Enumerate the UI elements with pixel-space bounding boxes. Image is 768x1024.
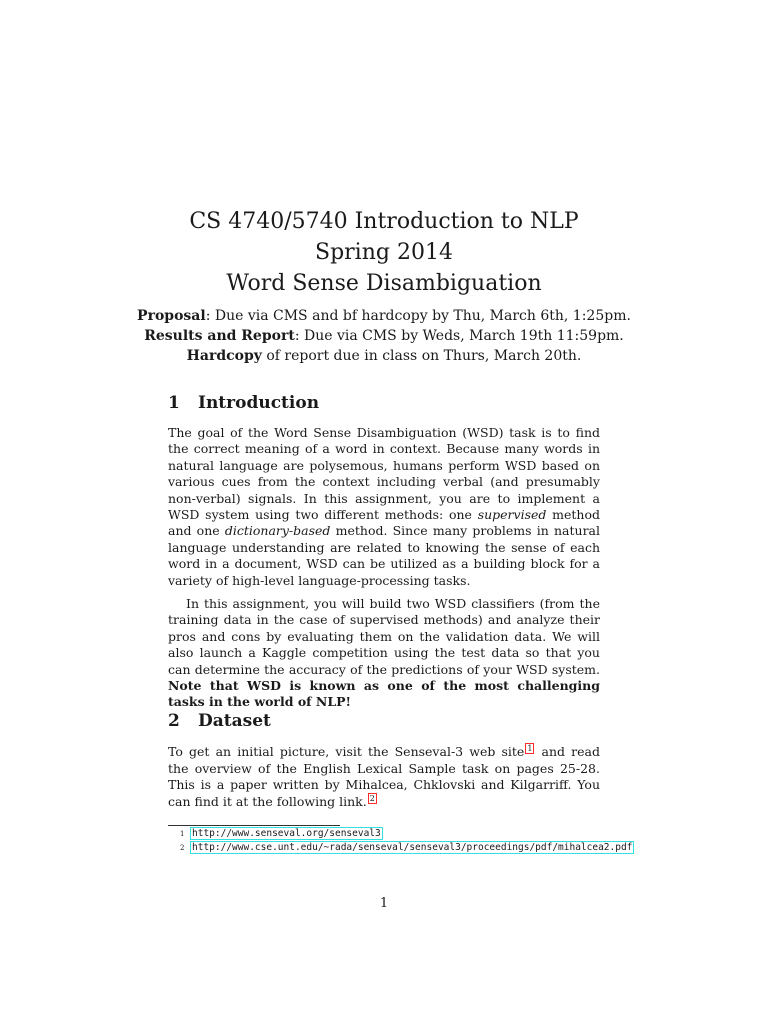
footnote-ref-1[interactable]: 1 — [527, 744, 533, 753]
page-number: 1 — [379, 896, 389, 911]
proposal-due — [0, 306, 768, 326]
hardcopy-text: of report due in class on Thurs, March 20th. — [261, 348, 582, 364]
due-dates — [0, 306, 768, 366]
text-run: method and one — [168, 507, 600, 539]
footnote-mark: 2 — [180, 844, 185, 852]
results-due — [0, 326, 768, 346]
footnote-mark: 1 — [180, 830, 185, 838]
emphasis-dictionary-based: dictionary-based — [224, 523, 331, 539]
footnote-link[interactable]: http://www.senseval.org/senseval3 — [192, 828, 381, 839]
section-heading-dataset — [168, 711, 271, 731]
term: Spring 2014 — [315, 240, 453, 265]
proposal-text: : Due via CMS and bf hardcopy by Thu, March 6th, 1:25pm. — [205, 308, 631, 324]
results-label: Results and Report — [144, 328, 295, 344]
footnote-divider — [168, 825, 340, 826]
section-title: Dataset — [198, 711, 271, 731]
hardcopy-label: Hardcopy — [186, 348, 262, 364]
proposal-label: Proposal — [137, 308, 206, 324]
section-title: Introduction — [198, 393, 320, 413]
assignment-title: Word Sense Disambiguation — [226, 271, 542, 296]
text-run: The goal of the Word Sense Disambiguation (WSD) task is to find the correct meaning of a word in context. Because many words in natural language are polysemous, humans perform WSD based on various cues from the context including verbal (and presumably non-verbal) signals. In this assignment, you are to implement a WSD system using two different methods: one — [168, 425, 600, 523]
intro-paragraph-2 — [168, 596, 600, 711]
hardcopy-due — [0, 346, 768, 366]
section-heading-introduction — [168, 393, 319, 413]
bold-statement: Note that WSD is known as one of the most challenging tasks in the world of NLP! — [168, 678, 600, 710]
section-number: 2 — [168, 711, 180, 731]
footnote-1 — [180, 828, 383, 840]
dataset-paragraph — [168, 743, 600, 811]
course-title: CS 4740/5740 Introduction to NLP — [189, 209, 579, 234]
text-run: In this assignment, you will build two WSD classifiers (from the training data in the case of supervised methods) and analyze their pros and cons by evaluating them on the validation data. We will also launch a Kaggle competition using the test data so that you can determine the accuracy of the predictions of your WSD system. — [168, 596, 600, 677]
results-text: : Due via CMS by Weds, March 19th 11:59pm. — [294, 328, 624, 344]
text-run: To get an initial picture, visit the Senseval-3 web site — [168, 744, 525, 760]
footnote-ref-2[interactable]: 2 — [369, 794, 375, 804]
footnote-link[interactable]: http://www.cse.unt.edu/~rada/senseval/senseval3/proceedings/pdf/mihalcea2.pdf — [192, 842, 633, 853]
document-title — [0, 206, 768, 299]
text-run: method. Since many problems in natural language understanding are related to knowing the sense of each word in a document, WSD can be utilized as a building block for a variety of high-level language-processing tasks. — [168, 523, 600, 588]
footnote-2 — [180, 842, 634, 854]
intro-paragraph-1 — [168, 425, 600, 589]
emphasis-supervised: supervised — [477, 507, 547, 523]
text-run: and read the overview of the English Lexical Sample task on pages 25-28. This is a paper written by Mihalcea, Chklovski and Kilgarriff. You can find it at the following link. — [168, 744, 600, 810]
section-number: 1 — [168, 393, 180, 413]
